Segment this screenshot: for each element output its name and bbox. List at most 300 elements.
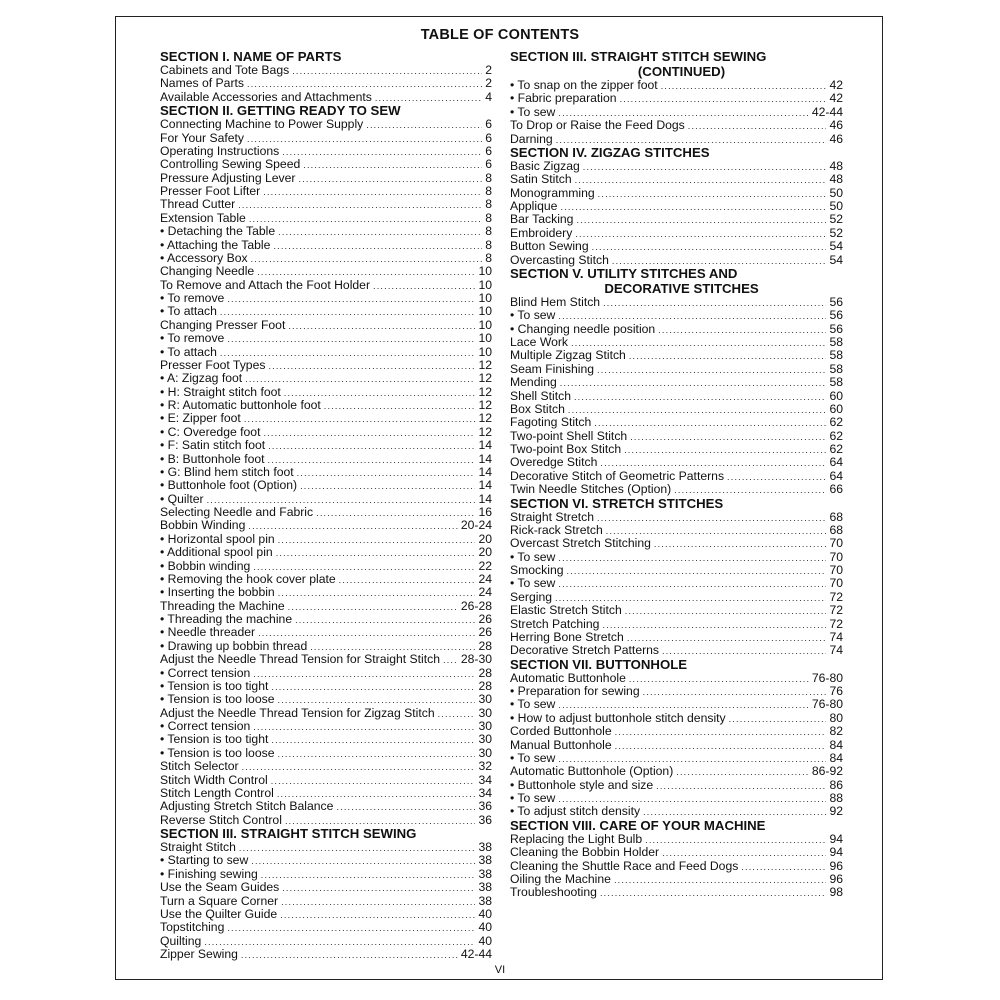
toc-entry[interactable] — [160, 225, 492, 238]
toc-entry-page: 48 — [829, 158, 843, 173]
toc-entry[interactable] — [510, 106, 843, 119]
toc-entry[interactable] — [510, 886, 843, 899]
toc-entry[interactable] — [510, 336, 843, 349]
toc-entry-label: Bar Tacking — [510, 212, 574, 227]
dot-leader — [567, 565, 827, 578]
toc-entry-page: 68 — [829, 522, 843, 537]
toc-entry[interactable] — [510, 805, 843, 818]
toc-entry[interactable] — [160, 91, 492, 104]
toc-entry-label: Topstitching — [160, 920, 225, 935]
toc-entry[interactable] — [510, 254, 843, 267]
toc-entry-label: Decorative Stretch Patterns — [510, 643, 660, 658]
dot-leader — [239, 842, 476, 855]
toc-entry-label: Replacing the Light Bulb — [510, 831, 643, 846]
toc-entry-label: Overcast Stretch Stitching — [510, 536, 651, 551]
toc-entry[interactable] — [160, 787, 492, 800]
toc-entry[interactable] — [510, 685, 843, 698]
toc-entry[interactable] — [160, 319, 492, 332]
toc-entry-label: Quilting — [160, 933, 202, 948]
toc-entry[interactable] — [510, 672, 843, 685]
dot-leader — [443, 654, 458, 667]
toc-entry-page: 30 — [478, 745, 492, 760]
toc-entry-page: 14 — [478, 464, 492, 479]
toc-entry-page: 24 — [478, 571, 492, 586]
toc-entry[interactable] — [510, 712, 843, 725]
toc-entry[interactable] — [510, 416, 843, 429]
section-heading: SECTION III. STRAIGHT STITCH SEWING — [510, 49, 767, 64]
toc-entry-label: Serging — [510, 589, 553, 604]
toc-entry-label: Straight Stitch — [160, 840, 236, 854]
dot-leader — [288, 320, 475, 333]
toc-entry[interactable] — [510, 577, 843, 590]
toc-entry[interactable] — [160, 239, 492, 252]
dot-leader — [615, 726, 827, 739]
toc-entry-page: 8 — [485, 184, 492, 198]
toc-entry-page: 42 — [829, 91, 843, 106]
toc-entry-label: Oiling the Machine — [510, 871, 611, 886]
dot-leader — [278, 226, 482, 239]
dot-leader — [316, 507, 475, 520]
section-heading: SECTION III. STRAIGHT STITCH SEWING — [160, 826, 417, 841]
toc-entry[interactable] — [160, 493, 492, 506]
toc-entry[interactable] — [510, 524, 843, 537]
toc-entry[interactable] — [160, 707, 492, 720]
toc-entry-page: 14 — [478, 491, 492, 506]
toc-entry[interactable] — [510, 160, 843, 173]
dot-leader — [282, 882, 475, 895]
toc-entry-page: 30 — [478, 732, 492, 747]
toc-entry[interactable] — [160, 573, 492, 586]
dot-leader — [271, 775, 476, 788]
toc-entry-page: 94 — [829, 845, 843, 860]
toc-entry[interactable] — [160, 118, 492, 131]
toc-entry-label: Automatic Buttonhole (Option) — [510, 764, 674, 779]
dot-leader — [247, 133, 482, 146]
section-heading: SECTION VIII. CARE OF YOUR MACHINE — [510, 817, 766, 833]
toc-entry[interactable] — [160, 77, 492, 90]
toc-entry[interactable] — [160, 800, 492, 813]
toc-entry-page: 70 — [829, 576, 843, 591]
toc-entry[interactable] — [510, 779, 843, 792]
toc-entry-page: 8 — [485, 224, 492, 239]
section-heading: SECTION V. UTILITY STITCHES AND — [510, 265, 738, 281]
toc-entry[interactable] — [160, 560, 492, 573]
dot-leader — [278, 587, 476, 600]
toc-entry[interactable] — [510, 390, 843, 403]
toc-entry[interactable] — [160, 774, 492, 787]
toc-entry[interactable] — [160, 814, 492, 827]
toc-entry-label: • How to adjust buttonhole stitch density — [510, 710, 726, 725]
toc-entry-page: 12 — [478, 398, 492, 412]
toc-entry[interactable] — [160, 667, 492, 680]
dot-leader — [600, 887, 826, 900]
toc-entry-label: • To sew — [510, 549, 556, 564]
toc-entry[interactable] — [160, 145, 492, 158]
toc-entry[interactable] — [510, 739, 843, 752]
toc-entry-page: 14 — [478, 438, 492, 453]
toc-entry-page: 50 — [829, 199, 843, 213]
toc-entry-label: • Needle threader — [160, 625, 256, 640]
toc-entry[interactable] — [160, 386, 492, 399]
toc-entry[interactable] — [160, 841, 492, 854]
toc-entry[interactable] — [510, 403, 843, 416]
dot-leader — [630, 431, 826, 444]
toc-entry-page: 40 — [478, 920, 492, 935]
toc-entry-page: 20 — [478, 545, 492, 560]
toc-entry[interactable] — [160, 613, 492, 626]
toc-entry-page: 48 — [829, 172, 843, 187]
toc-entry[interactable] — [160, 399, 492, 412]
toc-entry[interactable] — [510, 200, 843, 213]
toc-entry-page: 14 — [478, 451, 492, 466]
toc-entry-label: Satin Stitch — [510, 172, 572, 187]
toc-entry-page: 10 — [478, 291, 492, 305]
toc-entry[interactable] — [160, 212, 492, 225]
toc-entry-page: 42 — [829, 78, 843, 92]
toc-entry[interactable] — [510, 860, 843, 873]
dot-leader — [268, 454, 476, 467]
toc-entry-label: • E: Zipper foot — [160, 411, 241, 426]
toc-entry-label: Turn a Square Corner — [160, 893, 279, 908]
toc-entry[interactable] — [510, 618, 843, 631]
toc-entry[interactable] — [510, 725, 843, 738]
toc-entry-page: 60 — [829, 401, 843, 416]
toc-entry[interactable] — [160, 747, 492, 760]
toc-entry-label: Two-point Box Stitch — [510, 442, 622, 456]
toc-entry-label: Troubleshooting — [510, 885, 597, 900]
toc-entry-page: 64 — [829, 455, 843, 470]
toc-entry-label: • To remove — [160, 291, 225, 305]
toc-entry-label: Smocking — [510, 563, 564, 577]
toc-entry-label: Adjust the Needle Thread Tension for Zigzag Stitch — [160, 705, 435, 720]
toc-entry-page: 84 — [829, 750, 843, 765]
toc-entry[interactable] — [160, 279, 492, 292]
dot-leader — [643, 686, 827, 699]
toc-entry[interactable] — [160, 453, 492, 466]
dot-leader — [271, 734, 475, 747]
toc-entry[interactable] — [160, 132, 492, 145]
toc-entry[interactable] — [510, 92, 843, 105]
toc-entry-label: Cleaning the Bobbin Holder — [510, 845, 660, 860]
toc-entry[interactable] — [160, 653, 492, 666]
toc-entry-label: For Your Safety — [160, 130, 245, 145]
toc-entry-label: Manual Buttonhole — [510, 737, 612, 752]
page-number: VI — [494, 964, 506, 976]
toc-entry[interactable] — [160, 908, 492, 921]
toc-entry[interactable] — [510, 240, 843, 253]
toc-entry-label: Two-point Shell Stitch — [510, 428, 628, 443]
dot-leader — [575, 174, 827, 187]
toc-entry-label: Multiple Zigzag Stitch — [510, 348, 626, 363]
toc-entry[interactable] — [510, 323, 843, 336]
toc-entry[interactable] — [160, 346, 492, 359]
toc-entry[interactable] — [510, 349, 843, 362]
toc-entry-page: 76-80 — [811, 670, 843, 685]
toc-entry-label: Rick-rack Stretch — [510, 522, 603, 537]
dot-leader — [645, 834, 826, 847]
section-heading: SECTION VI. STRETCH STITCHES — [510, 495, 724, 511]
toc-entry[interactable] — [510, 187, 843, 200]
toc-entry-page: 46 — [829, 118, 843, 133]
toc-entry-label: Elastic Stretch Stitch — [510, 603, 622, 618]
toc-entry[interactable] — [510, 604, 843, 617]
toc-entry[interactable] — [510, 227, 843, 240]
toc-entry[interactable] — [510, 792, 843, 805]
toc-entry-label: Controlling Sewing Speed — [160, 157, 301, 172]
toc-entry[interactable] — [510, 119, 843, 132]
toc-entry-label: • Finishing sewing — [160, 866, 258, 881]
toc-entry-label: • G: Blind hem stitch foot — [160, 464, 294, 479]
toc-entry[interactable] — [160, 64, 492, 77]
toc-entry-page: 10 — [478, 304, 492, 319]
toc-entry[interactable] — [160, 895, 492, 908]
toc-entry[interactable] — [160, 198, 492, 211]
toc-entry[interactable] — [160, 412, 492, 425]
toc-entry-label: • To sew — [510, 791, 556, 805]
toc-entry-label: Changing Needle — [160, 264, 255, 279]
toc-entry-page: 12 — [478, 357, 492, 372]
toc-entry[interactable] — [510, 752, 843, 765]
toc-entry-page: 22 — [478, 558, 492, 573]
toc-entry-page: 20-24 — [460, 518, 492, 533]
toc-entry-page: 38 — [478, 866, 492, 881]
toc-entry-label: Overcasting Stitch — [510, 252, 609, 267]
toc-entry[interactable] — [510, 765, 843, 778]
toc-entry[interactable] — [160, 720, 492, 733]
toc-entry-page: 76 — [829, 684, 843, 698]
toc-entry[interactable] — [160, 332, 492, 345]
toc-entry[interactable] — [160, 921, 492, 934]
toc-entry-page: 62 — [829, 428, 843, 443]
toc-entry-page: 94 — [829, 831, 843, 846]
toc-entry-label: • To sew — [510, 308, 556, 323]
dot-leader — [263, 427, 475, 440]
toc-entry[interactable] — [510, 430, 843, 443]
toc-entry[interactable] — [160, 948, 492, 961]
toc-entry[interactable] — [160, 292, 492, 305]
toc-entry[interactable] — [510, 133, 843, 146]
toc-entry-page: 10 — [478, 331, 492, 346]
toc-entry[interactable] — [510, 591, 843, 604]
toc-entry-label: • To sew — [510, 697, 556, 712]
toc-entry[interactable] — [510, 443, 843, 456]
toc-entry[interactable] — [510, 470, 843, 483]
toc-entry-page: 12 — [478, 384, 492, 399]
dot-leader — [602, 619, 826, 632]
toc-entry[interactable] — [160, 359, 492, 372]
toc-entry[interactable] — [160, 439, 492, 452]
toc-entry[interactable] — [160, 546, 492, 559]
toc-entry[interactable] — [160, 680, 492, 693]
dot-leader — [629, 673, 809, 686]
toc-entry[interactable] — [510, 376, 843, 389]
dot-leader — [558, 578, 826, 591]
toc-entry[interactable] — [160, 252, 492, 265]
dot-leader — [597, 364, 826, 377]
toc-entry[interactable] — [510, 873, 843, 886]
dot-leader — [271, 681, 475, 694]
toc-entry-label: Darning — [510, 131, 553, 146]
toc-entry-label: Cleaning the Shuttle Race and Feed Dogs — [510, 858, 739, 873]
toc-entry-label: Corded Buttonhole — [510, 724, 612, 739]
toc-entry-page: 72 — [829, 589, 843, 604]
toc-entry-page: 70 — [829, 536, 843, 551]
toc-entry[interactable] — [510, 456, 843, 469]
toc-entry-label: Lace Work — [510, 335, 569, 349]
toc-entry[interactable] — [160, 693, 492, 706]
toc-entry-page: 10 — [478, 264, 492, 279]
toc-entry[interactable] — [160, 586, 492, 599]
toc-entry-label: Box Stitch — [510, 401, 565, 416]
toc-entry[interactable] — [160, 600, 492, 613]
toc-entry[interactable] — [160, 868, 492, 881]
toc-entry-page: 6 — [485, 143, 492, 158]
toc-entry-page: 30 — [478, 692, 492, 707]
toc-entry[interactable] — [160, 479, 492, 492]
toc-entry[interactable] — [160, 305, 492, 318]
toc-entry[interactable] — [160, 733, 492, 746]
toc-entry[interactable] — [160, 854, 492, 867]
toc-entry-page: 62 — [829, 442, 843, 456]
toc-entry[interactable] — [160, 626, 492, 639]
toc-entry[interactable] — [160, 506, 492, 519]
toc-entry-label: • To attach — [160, 344, 217, 359]
toc-entry-label: Names of Parts — [160, 76, 244, 91]
toc-entry-page: 68 — [829, 509, 843, 524]
dot-leader — [614, 874, 826, 887]
toc-entry[interactable] — [160, 158, 492, 171]
toc-entry-label: Overedge Stitch — [510, 455, 598, 470]
toc-entry-label: • F: Satin stitch foot — [160, 438, 266, 453]
dot-leader — [603, 297, 826, 310]
dot-leader — [300, 480, 475, 493]
toc-entry[interactable] — [160, 640, 492, 653]
toc-entry[interactable] — [160, 372, 492, 385]
toc-entry-label: • To attach — [160, 304, 217, 319]
toc-entry-label: Operating Instructions — [160, 143, 280, 158]
dot-leader — [575, 228, 826, 241]
toc-entry[interactable] — [160, 265, 492, 278]
toc-entry-label: • B: Buttonhole foot — [160, 451, 265, 466]
dot-leader — [299, 173, 483, 186]
toc-column-right — [510, 49, 843, 900]
toc-entry[interactable] — [160, 519, 492, 532]
toc-entry[interactable] — [510, 213, 843, 226]
toc-entry-page: 8 — [485, 237, 492, 252]
toc-entry-page: 60 — [829, 388, 843, 403]
toc-entry-label: • To sew — [510, 104, 556, 119]
toc-entry[interactable] — [510, 173, 843, 186]
dot-leader — [583, 161, 827, 174]
dot-leader — [615, 740, 827, 753]
toc-entry-label: • H: Straight stitch foot — [160, 384, 281, 399]
toc-entry[interactable] — [160, 426, 492, 439]
toc-entry[interactable] — [510, 537, 843, 550]
dot-leader — [592, 241, 827, 254]
toc-entry-page: 34 — [478, 785, 492, 800]
toc-entry-label: • Buttonhole style and size — [510, 777, 654, 792]
toc-entry[interactable] — [160, 185, 492, 198]
toc-entry[interactable] — [510, 644, 843, 657]
toc-entry-label: Shell Stitch — [510, 388, 571, 403]
toc-entry-label: Pressure Adjusting Lever — [160, 170, 296, 185]
toc-entry[interactable] — [510, 296, 843, 309]
toc-entry-label: Changing Presser Foot — [160, 317, 286, 332]
toc-entry[interactable] — [510, 631, 843, 644]
toc-entry-page: 14 — [478, 478, 492, 493]
toc-entry-page: 62 — [829, 415, 843, 430]
toc-entry-label: • Starting to sew — [160, 853, 249, 868]
toc-entry-label: • To adjust stitch density — [510, 804, 641, 819]
dot-leader — [339, 574, 476, 587]
toc-entry[interactable] — [510, 309, 843, 322]
toc-entry-page: 74 — [829, 629, 843, 644]
toc-entry[interactable] — [160, 172, 492, 185]
toc-entry-page: 96 — [829, 858, 843, 873]
toc-entry[interactable] — [160, 466, 492, 479]
toc-entry-label: Bobbin Winding — [160, 518, 246, 533]
toc-entry-page: 96 — [829, 871, 843, 886]
toc-column-left — [160, 49, 492, 961]
toc-entry[interactable] — [510, 79, 843, 92]
toc-entry-label: • Inserting the bobbin — [160, 585, 275, 600]
toc-entry-page: 92 — [829, 804, 843, 819]
toc-entry-page: 54 — [829, 252, 843, 267]
toc-entry-label: Extension Table — [160, 210, 246, 225]
toc-entry-label: Presser Foot Types — [160, 357, 266, 372]
toc-entry-page: 12 — [478, 424, 492, 439]
toc-entry[interactable] — [510, 363, 843, 376]
toc-entry[interactable] — [510, 564, 843, 577]
toc-entry-page: 6 — [485, 117, 492, 132]
toc-entry-label: • To sew — [510, 576, 556, 591]
section-heading: SECTION IV. ZIGZAG STITCHES — [510, 144, 710, 160]
toc-entry-page: 54 — [829, 239, 843, 254]
toc-entry[interactable] — [510, 698, 843, 711]
toc-entry[interactable] — [160, 881, 492, 894]
toc-entry-label: • Threading the machine — [160, 612, 293, 626]
dot-leader — [373, 280, 475, 293]
toc-entry[interactable] — [160, 760, 492, 773]
toc-entry[interactable] — [510, 846, 843, 859]
toc-entry[interactable] — [510, 483, 843, 496]
dot-leader — [227, 922, 475, 935]
toc-entry-page: 8 — [485, 210, 492, 225]
toc-entry-label: • Correct tension — [160, 665, 251, 680]
toc-entry[interactable] — [510, 551, 843, 564]
toc-entry-label: Adjust the Needle Thread Tension for Straight Stitch — [160, 652, 441, 667]
dot-leader — [204, 936, 475, 949]
toc-entry-label: • Detaching the Table — [160, 224, 276, 239]
toc-entry[interactable] — [160, 935, 492, 948]
dot-leader — [261, 869, 476, 882]
toc-entry-label: Connecting Machine to Power Supply — [160, 117, 364, 132]
toc-entry-label: Automatic Buttonhole — [510, 670, 626, 685]
toc-entry-label: Fagoting Stitch — [510, 415, 592, 430]
toc-entry[interactable] — [510, 511, 843, 524]
dot-leader — [688, 120, 827, 133]
toc-entry-page: 36 — [478, 799, 492, 814]
section-heading: SECTION VII. BUTTONHOLE — [510, 656, 688, 672]
dot-leader — [273, 240, 482, 253]
dot-leader — [268, 440, 475, 453]
toc-entry-label: To Drop or Raise the Feed Dogs — [510, 118, 685, 133]
dot-leader — [597, 512, 826, 525]
toc-entry-label: Mending — [510, 375, 557, 390]
toc-entry[interactable] — [160, 533, 492, 546]
toc-entry[interactable] — [510, 833, 843, 846]
toc-entry-page: 72 — [829, 616, 843, 631]
